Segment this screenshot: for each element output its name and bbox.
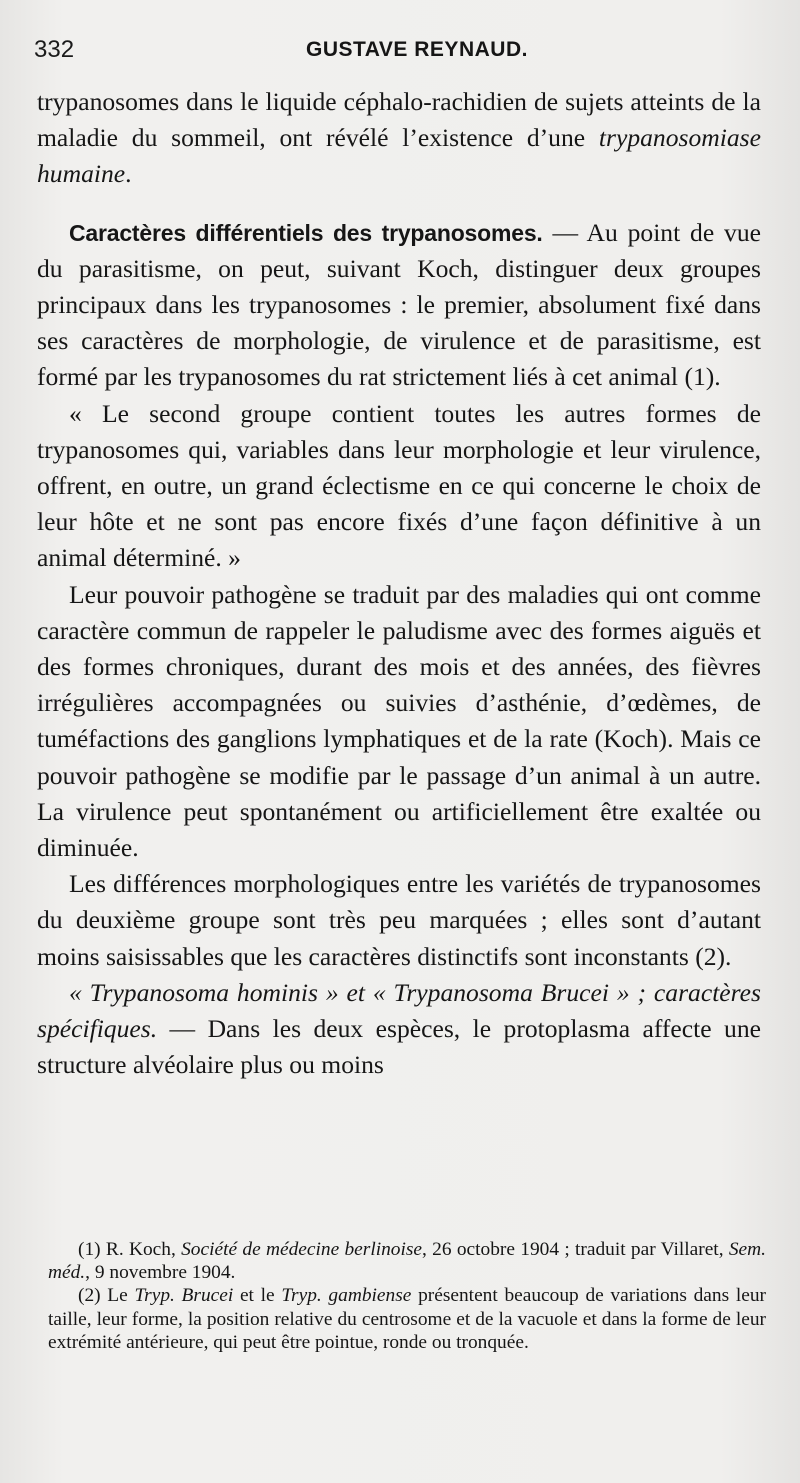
paragraph-4: Leur pouvoir pathogène se traduit par des maladies qui ont comme caractère commun de rappeler le paludisme avec des formes aiguës et des formes chroniques, durant des mois et des années, des fièvres irrégulières accompagnées ou suivies d’asthénie, d’œdèmes, de tuméfactions des ganglions lymphatiques et de la rate (Koch). Mais ce pouvoir pathogène se modifie par le passage d’un animal à un autre. La virulence peut spontanément ou artificiellement être exaltée ou diminuée. xyxy=(37,579,761,863)
footnote-2-italic: Tryp. Brucei xyxy=(134,1285,234,1307)
footnotes xyxy=(48,1238,766,1354)
page-number: 332 xyxy=(34,36,75,63)
page-body xyxy=(37,84,761,1083)
paragraph-2-text: — Au point de vue du parasitisme, on peut, suivant Koch, distinguer deux groupes principaux dans les trypanosomes : le premier, absolument fixé dans ses caractères de morphologie, de virulence et de parasitisme, est formé par les trypanosomes du rat strictement liés à cet animal (1). xyxy=(37,217,761,392)
paragraph-3: « Le second groupe contient toutes les autres formes de trypanosomes qui, variables dans leur morphologie et leur virulence, offrent, en outre, un grand éclectisme en ce qui concerne le choix de leur hôte et ne sont pas encore fixés d’une façon définitive à un animal déterminé. » xyxy=(37,398,761,573)
paragraph-1-italic: trypanosomiase humaine xyxy=(37,123,761,189)
footnote-1-italic-2: Sem. méd. xyxy=(48,1239,766,1284)
paragraph-6-text: — Dans les deux espèces, le protoplasma affecte une structure alvéolaire plus ou moins xyxy=(37,1014,761,1080)
footnote-1-italic: Société de médecine berlinoise xyxy=(181,1239,423,1260)
footnote-1-ref: (1) R. Koch, xyxy=(78,1239,182,1260)
footnote-2-end: présentent beaucoup de variations dans leur taille, leur forme, la position relative du centrosome et de la vacuole et dans la forme de leur extrémité antérieure, qui peut être pointue, ronde ou tronquée. xyxy=(48,1285,766,1353)
footnote-2-italic-2: Tryp. gambiense xyxy=(281,1285,412,1307)
paragraph-spacer xyxy=(37,193,761,215)
footnote-2-ref: (2) Le xyxy=(78,1285,135,1307)
paragraph-2 xyxy=(37,215,761,396)
paragraph-1-end: . xyxy=(125,159,132,189)
paragraph-1 xyxy=(37,84,761,193)
footnote-2 xyxy=(48,1284,766,1354)
footnote-1-text: , 26 octobre 1904 ; traduit par Villaret, xyxy=(422,1239,729,1260)
footnote-2-text: et le xyxy=(233,1285,282,1307)
paragraph-1-text: trypanosomes dans le liquide céphalo-rachidien de sujets atteints de la maladie du sommeil, ont révélé l’existence d’une xyxy=(37,87,761,153)
running-head: GUSTAVE REYNAUD. xyxy=(306,38,528,61)
paragraph-6-italic: « Trypanosoma hominis » et « Trypanosoma Brucei » ; caractères spécifiques. xyxy=(37,977,761,1044)
paragraph-6 xyxy=(37,975,761,1084)
section-heading: Caractères différentiels des trypanosomes. xyxy=(69,219,543,246)
paragraph-5: Les différences morphologiques entre les variétés de trypanosomes du deuxième groupe sont très peu marquées ; elles sont d’autant moins saisissables que les caractères distinctifs sont inconstants (2). xyxy=(37,869,761,971)
page-header xyxy=(34,36,760,70)
footnote-1-end: , 9 novembre 1904. xyxy=(85,1262,236,1284)
footnote-1 xyxy=(48,1238,766,1284)
